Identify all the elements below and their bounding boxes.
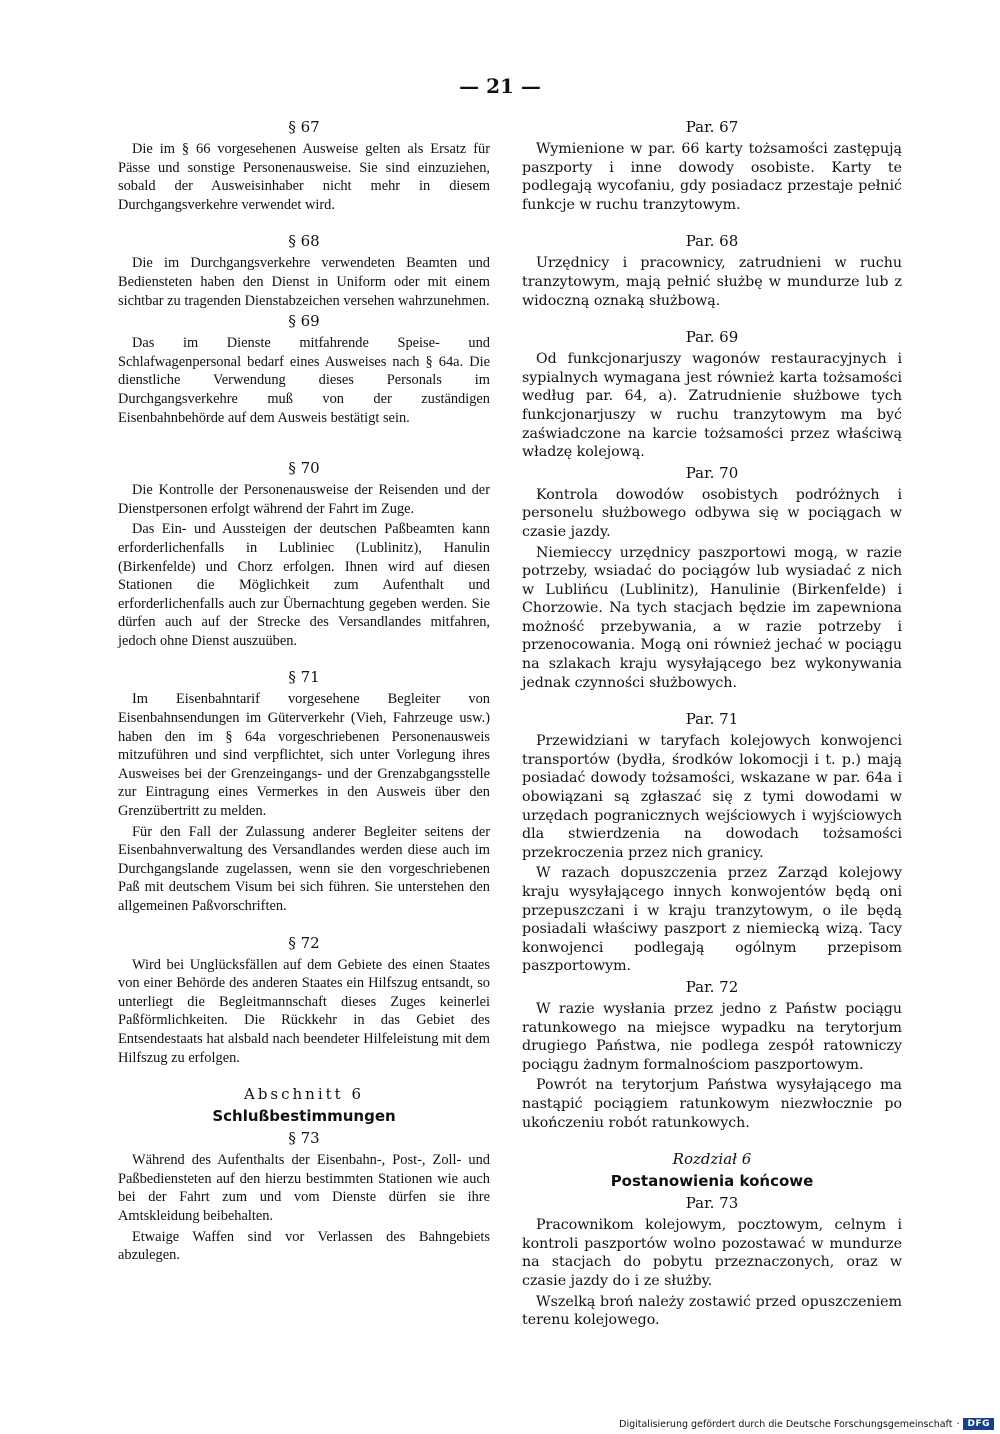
section-paragraph: Das im Dienste mitfahrende Speise- und Schlafwagenpersonal bedarf eines Ausweises nach § 64a. Die dienstliche Verwendung dieses Personals im Durchgangsverkehre muß von der zuständigen Eisenbahnbehörde auf dem Ausweis bestätigt sein.: [118, 335, 490, 426]
section-paragraph: Die im Durchgangsverkehre verwendeten Beamten und Bediensteten haben den Dienst in Uniform oder mit einem sichtbar zu tragenden Dienstabzeichen versehen wahrzunehmen.: [118, 255, 490, 309]
section-heading: § 68: [288, 232, 320, 251]
section-paragraph: Kontrola dowodów osobistych podróżnych i personelu służbowego odbywa się w pociągach w czasie jazdy.: [522, 486, 902, 540]
section-paragraph: Für den Fall der Zulassung anderer Begleiter seitens der Eisenbahnverwaltung des Versandlandes werden diese auch im Durchgangslande zugelassen, wenn sie den vorgeschriebenen Paß mit deutschem Visum bei sich führen. Sie unterstehen den allgemeinen Paßvorschriften.: [118, 823, 490, 914]
chapter-title: Schlußbestimmungen: [212, 1107, 396, 1126]
section-heading: Par. 72: [685, 977, 739, 996]
section-paragraph: Die im § 66 vorgesehenen Ausweise gelten als Ersatz für Pässe und sonstige Personenausweise. Sie sind einzuziehen, sobald der Ausweisinhaber nicht mehr in diesem Durchgangsverkehre verwendet wird.: [118, 141, 490, 213]
section-paragraph: W razie wysłania przez jedno z Państw pociągu ratunkowego na miejsce wypadku na terytorjum drugiego Państwa, nie podlega zespół ratowniczy pociągu żadnym formalnościom paszportowym.: [522, 1000, 902, 1073]
section-heading: Par. 70: [685, 463, 739, 482]
german-column: [118, 118, 490, 1267]
section-paragraph: Powrót na terytorjum Państwa wysyłającego ma nastąpić pociągiem ratunkowym niezwłocznie po ukończeniu robót ratunkowych.: [522, 1077, 902, 1131]
footer-text: Digitalisierung gefördert durch die Deutsche Forschungsgemeinschaft: [619, 1418, 953, 1430]
section-heading: § 70: [288, 459, 320, 478]
section-paragraph: Das Ein- und Aussteigen der deutschen Paßbeamten kann erforderlichenfalls in Lubliniec (Lublinitz), Hanulin (Birkenfelde) und Chorz erfolgen. Ihnen wird auf diesen Stationen die Möglichkeit zum Aufenthalt und erforderlichenfalls auch zur Übernachtung gegeben werden. Sie dürfen auch auf der Strecke des Versandlandes mitfahren, jedoch ohne Dienst auszuüben.: [118, 521, 490, 649]
section-paragraph: Pracownikom kolejowym, pocztowym, celnym i kontroli paszportów wolno pozostawać w mundurze na stacjach do pobytu przeznaczonych, oraz w czasie jazdy do i ze służby.: [522, 1217, 902, 1289]
section-paragraph: Przewidziani w taryfach kolejowych konwojenci transportów (bydła, środków lokomocji i t. p.) mają posiadać dowody tożsamości, wskazane w par. 64a i obowiązani są zgłaszać się z tymi dowodami w urzędach pogranicznych wejściowych i wyjściowych dla stwierdzenia na dowodach tożsamości przekroczenia przez nich granicy.: [522, 733, 902, 861]
section-paragraph: Die Kontrolle der Personenausweise der Reisenden und der Dienstpersonen erfolgt während der Fahrt im Zuge.: [118, 482, 490, 517]
section-heading: Par. 68: [685, 232, 739, 251]
section-heading: § 71: [288, 668, 320, 687]
polish-column: [522, 118, 902, 1332]
section-paragraph: Od funkcjonarjuszy wagonów restauracyjnych i sypialnych wymagana jest również karta tożsamości według par. 64, a). Zatrudnienie służbowe tych funkcjonarjuszy w ruchu tranzytowym ma być zaświadczone na karcie tożsamości przez właściwą władzę kolejową.: [522, 351, 902, 461]
section-heading: § 69: [288, 312, 320, 331]
chapter-title: Postanowienia końcowe: [610, 1172, 814, 1191]
section-paragraph: Urzędnicy i pracownicy, zatrudnieni w ruchu tranzytowym, mają pełnić służbę w mundurze lub z widoczną oznaką służbową.: [522, 255, 902, 309]
digitization-footer: Digitalisierung gefördert durch die Deutsche Forschungsgemeinschaft · DFG: [619, 1418, 994, 1430]
section-heading: § 67: [288, 118, 320, 136]
section-heading: Par. 67: [685, 118, 739, 136]
section-heading: Par. 73: [685, 1194, 739, 1213]
chapter-label: Rozdział 6: [672, 1150, 752, 1169]
section-paragraph: Im Eisenbahntarif vorgesehene Begleiter von Eisenbahnsendungen im Güterverkehr (Vieh, Fahrzeuge usw.) haben den im § 64a vorgeschriebenen Personenausweis mitzuführen und sind verpflichtet, sich unter Vorlegung ihres Ausweises bei der Grenzeingangs- und der Grenzabgangsstelle zur Eintragung eines Vermerkes in den Ausweis über den Grenzübertritt zu melden.: [118, 691, 490, 820]
section-paragraph: Wird bei Unglücksfällen auf dem Gebiete des einen Staates von einer Behörde des anderen Staates ein Hilfszug entsandt, so unterliegt die Begleitmannschaft dieses Zuges keinerlei Paßförmlichkeiten. Die Rückkehr in das Gebiet des Entsendestaats hat alsbald nach beendeter Hilfeleistung mit dem Hilfszug zu erfolgen.: [118, 956, 490, 1066]
section-heading: § 72: [288, 933, 320, 952]
dfg-logo-icon: DFG: [963, 1418, 994, 1430]
chapter-label: Abschnitt 6: [243, 1085, 365, 1104]
section-paragraph: W razach dopuszczenia przez Zarząd kolejowy kraju wysyłającego innych konwojentów będą oni przepuszczani i w kraju tranzytowym, o ile będą posiadali właściwy paszport z niemiecką wizą. Tacy konwojenci podlegają ogólnym przepisom paszportowym.: [522, 865, 902, 975]
section-paragraph: Wszelką broń należy zostawić przed opuszczeniem terenu kolejowego.: [522, 1293, 902, 1329]
section-heading: Par. 71: [685, 710, 739, 729]
section-paragraph: Niemieccy urzędnicy paszportowi mogą, w razie potrzeby, wsiadać do pociągów lub wysiadać z nich w Lublińcu (Lublinitz), Hanulinie (Birkenfelde) i Chorzowie. Na tych stacjach będzie im zapewniona możność przebywania, a w razie potrzeby i przenocowania. Mogą oni również jechać w pociągu na szlakach kraju wysyłającego bez wykonywania jednak czynności służbowych.: [522, 544, 902, 691]
section-heading: Par. 69: [685, 328, 739, 347]
section-heading: § 73: [288, 1129, 320, 1148]
page-number: — 21 —: [459, 74, 541, 98]
section-paragraph: Während des Aufenthalts der Eisenbahn-, Post-, Zoll- und Paßbediensteten auf den hierzu bestimmten Stationen wie auch bei der Fahrt zum und vom Dienste dürfen sie ihre Amtskleidung beibehalten.: [118, 1152, 490, 1224]
section-paragraph: Wymienione w par. 66 karty tożsamości zastępują paszporty i inne dowody osobiste. Karty te podlegają wycofaniu, gdy posiadacz przestaje pełnić funkcje w ruchu tranzytowym.: [522, 141, 902, 213]
section-paragraph: Etwaige Waffen sind vor Verlassen des Bahngebiets abzulegen.: [118, 1228, 490, 1264]
